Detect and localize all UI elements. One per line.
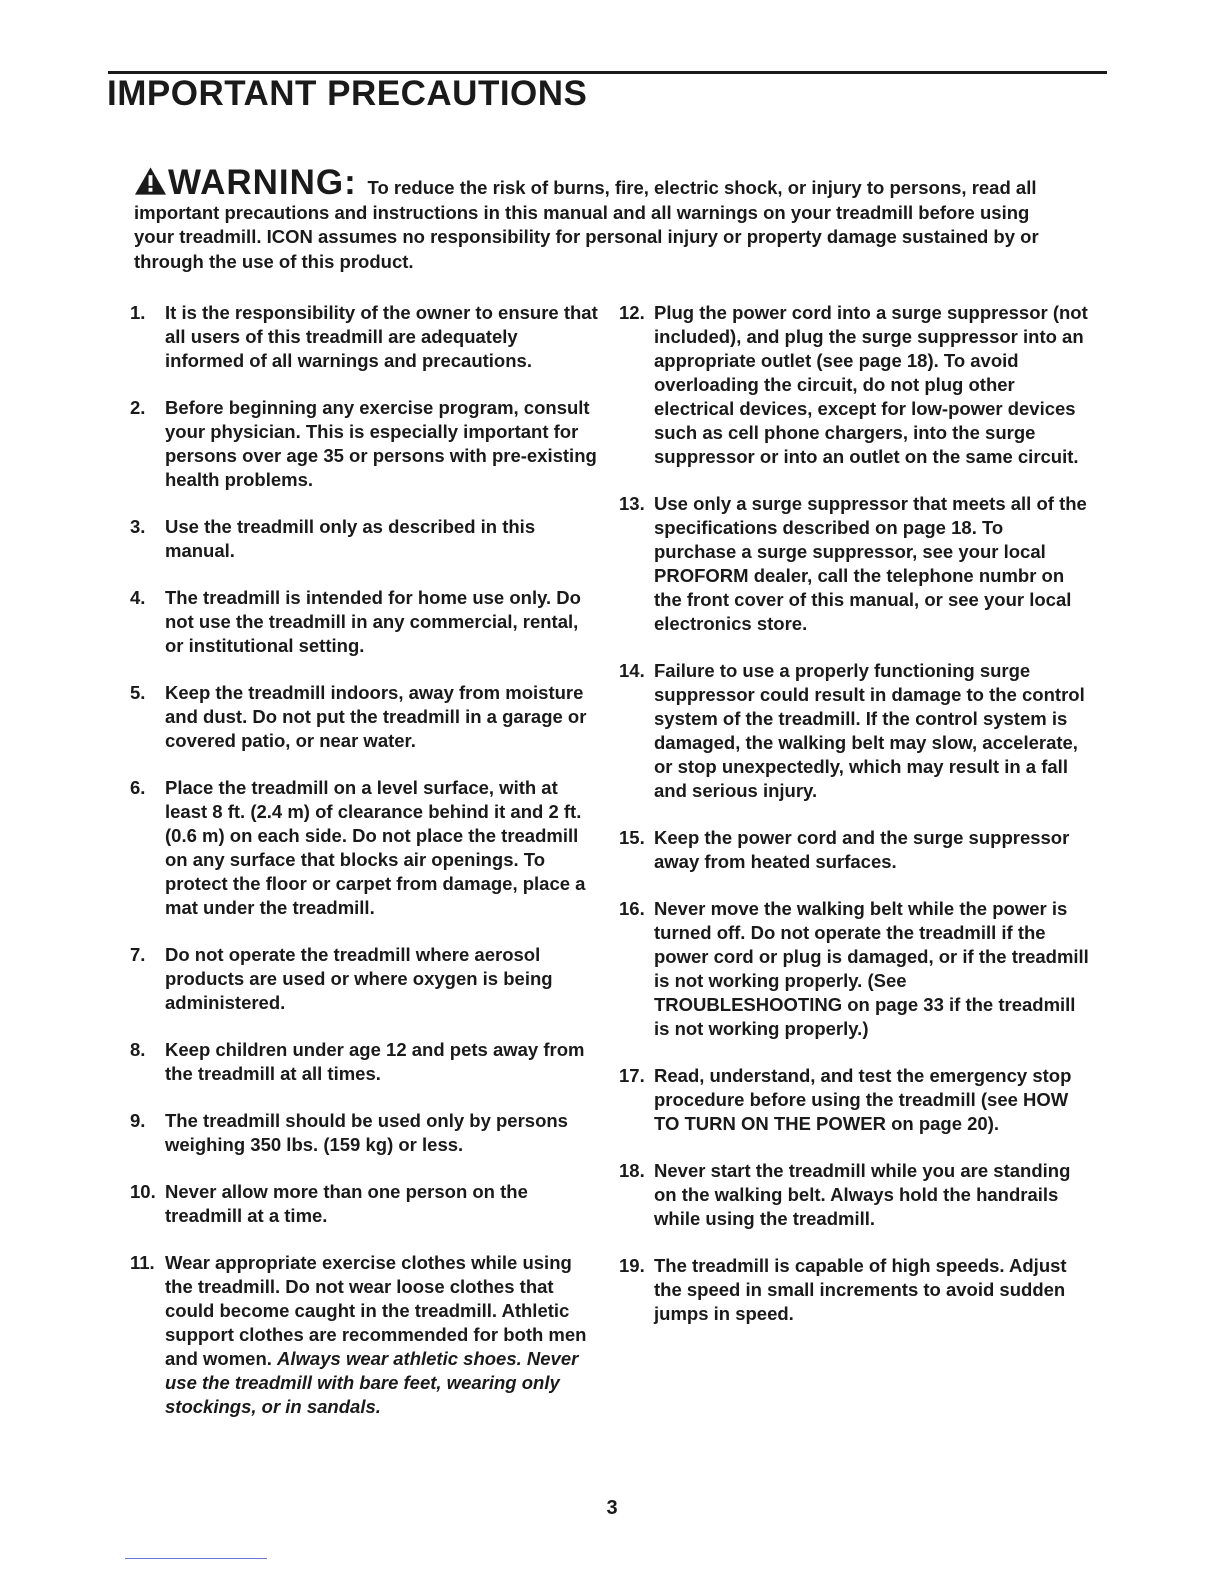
- item-number: 13.: [619, 493, 645, 514]
- precaution-item: [619, 492, 1089, 636]
- precaution-item: [130, 1038, 600, 1086]
- precaution-item: [619, 1159, 1089, 1231]
- precautions-right-column: [619, 301, 1089, 1349]
- item-text: Plug the power cord into a surge suppressor (not included), and plug the surge suppressor into an appropriate outlet (see page 18). To avoid overloading the circuit, do not plug other electrical devices, except for low-power devices such as cell phone chargers, into the surge suppressor or into an outlet on the same circuit.: [654, 302, 1088, 467]
- precaution-item: [130, 515, 600, 563]
- precaution-item: [619, 897, 1089, 1041]
- warning-heading: [134, 163, 368, 202]
- warning-label: WARNING:: [168, 163, 357, 202]
- item-text-italic: Always wear athletic shoes. Never use the treadmill with bare feet, wearing only stockings, or in sandals.: [165, 1348, 579, 1417]
- precaution-item: [619, 826, 1089, 874]
- precaution-item: [130, 586, 600, 658]
- item-number: 17.: [619, 1065, 645, 1086]
- item-text: Never move the walking belt while the power is turned off. Do not operate the treadmill if the power cord or plug is damaged, or if the treadmill is not working properly. (See TROUBLESHOOTING on page 33 if the treadmill is not working properly.): [654, 898, 1089, 1039]
- precaution-item: [619, 659, 1089, 803]
- item-text-container: [165, 1251, 600, 1419]
- item-number: 8.: [130, 1039, 146, 1060]
- item-number: 4.: [130, 587, 146, 608]
- item-number: 14.: [619, 660, 645, 681]
- item-number: 9.: [130, 1110, 146, 1131]
- precaution-item: [130, 776, 600, 920]
- item-number: 18.: [619, 1160, 645, 1181]
- item-number: 5.: [130, 682, 146, 703]
- item-number: 2.: [130, 397, 146, 418]
- precaution-item: [130, 1180, 600, 1228]
- item-text: The treadmill is capable of high speeds. Adjust the speed in small increments to avoid sudden jumps in speed.: [654, 1255, 1067, 1324]
- warning-triangle-icon: [134, 166, 167, 196]
- item-text: It is the responsibility of the owner to ensure that all users of this treadmill are adequately informed of all warnings and precautions.: [165, 302, 598, 371]
- item-text: Keep children under age 12 and pets away from the treadmill at all times.: [165, 1039, 585, 1084]
- item-text: Read, understand, and test the emergency stop procedure before using the treadmill (see HOW TO TURN ON THE POWER on page 20).: [654, 1065, 1072, 1134]
- precaution-item: [130, 396, 600, 492]
- item-number: 19.: [619, 1255, 645, 1276]
- precaution-item: [130, 1251, 600, 1419]
- precaution-item: [130, 681, 600, 753]
- item-text: Never allow more than one person on the treadmill at a time.: [165, 1181, 528, 1226]
- precaution-item: [130, 1109, 600, 1157]
- item-number: 7.: [130, 944, 146, 965]
- warning-block: [134, 163, 1069, 274]
- item-text: The treadmill is intended for home use only. Do not use the treadmill in any commercial, rental, or institutional setting.: [165, 587, 581, 656]
- item-text: Failure to use a properly functioning surge suppressor could result in damage to the control system of the treadmill. If the control system is damaged, the walking belt may slow, accelerate, or stop unexpectedly, which may result in a fall and serious injury.: [654, 660, 1085, 801]
- item-number: 16.: [619, 898, 645, 919]
- item-text: Use the treadmill only as described in this manual.: [165, 516, 536, 561]
- item-text: Use only a surge suppressor that meets all of the specifications described on page 18. To purchase a surge suppressor, see your local PROFORM dealer, call the telephone numbr on the front cover of this manual, or see your local electronics store.: [654, 493, 1087, 634]
- item-number: 11.: [130, 1252, 155, 1273]
- item-text: Before beginning any exercise program, consult your physician. This is especially important for persons over age 35 or persons with pre-existing health problems.: [165, 397, 597, 490]
- precaution-item: [619, 1064, 1089, 1136]
- page-number: 3: [606, 1497, 618, 1519]
- item-text: Place the treadmill on a level surface, with at least 8 ft. (2.4 m) of clearance behind it and 2 ft. (0.6 m) on each side. Do not place the treadmill on any surface that blocks air openings. To protect the floor or carpet from damage, place a mat under the treadmill.: [165, 777, 586, 918]
- precaution-item: [130, 301, 600, 373]
- item-text: Do not operate the treadmill where aerosol products are used or where oxygen is being administered.: [165, 944, 553, 1013]
- precaution-item: [619, 301, 1089, 469]
- item-number: 3.: [130, 516, 146, 537]
- page-title: IMPORTANT PRECAUTIONS: [107, 74, 588, 113]
- item-number: 1.: [130, 302, 146, 323]
- item-text: Keep the treadmill indoors, away from moisture and dust. Do not put the treadmill in a garage or covered patio, or near water.: [165, 682, 587, 751]
- item-number: 15.: [619, 827, 645, 848]
- item-number: 6.: [130, 777, 146, 798]
- precautions-left-column: [130, 301, 600, 1442]
- item-number: 12.: [619, 302, 645, 323]
- footer-line: [125, 1558, 267, 1559]
- warning-text: To reduce the risk of burns, fire, electric shock, or injury to persons, read all important precautions and instructions in this manual and all warnings on your treadmill before using your treadmill. ICON assumes no responsibility for personal injury or property damage sustained by or through the use of this product.: [134, 177, 1039, 272]
- item-number: 10.: [130, 1181, 156, 1202]
- item-text: Wear appropriate exercise clothes while using the treadmill. Do not wear loose clothes that could become caught in the treadmill. Athletic support clothes are recommended for both men and women.: [165, 1252, 587, 1369]
- precaution-item: [130, 943, 600, 1015]
- item-text: Keep the power cord and the surge suppressor away from heated surfaces.: [654, 827, 1070, 872]
- item-text: The treadmill should be used only by persons weighing 350 lbs. (159 kg) or less.: [165, 1110, 568, 1155]
- item-text: Never start the treadmill while you are standing on the walking belt. Always hold the handrails while using the treadmill.: [654, 1160, 1071, 1229]
- precaution-item: [619, 1254, 1089, 1326]
